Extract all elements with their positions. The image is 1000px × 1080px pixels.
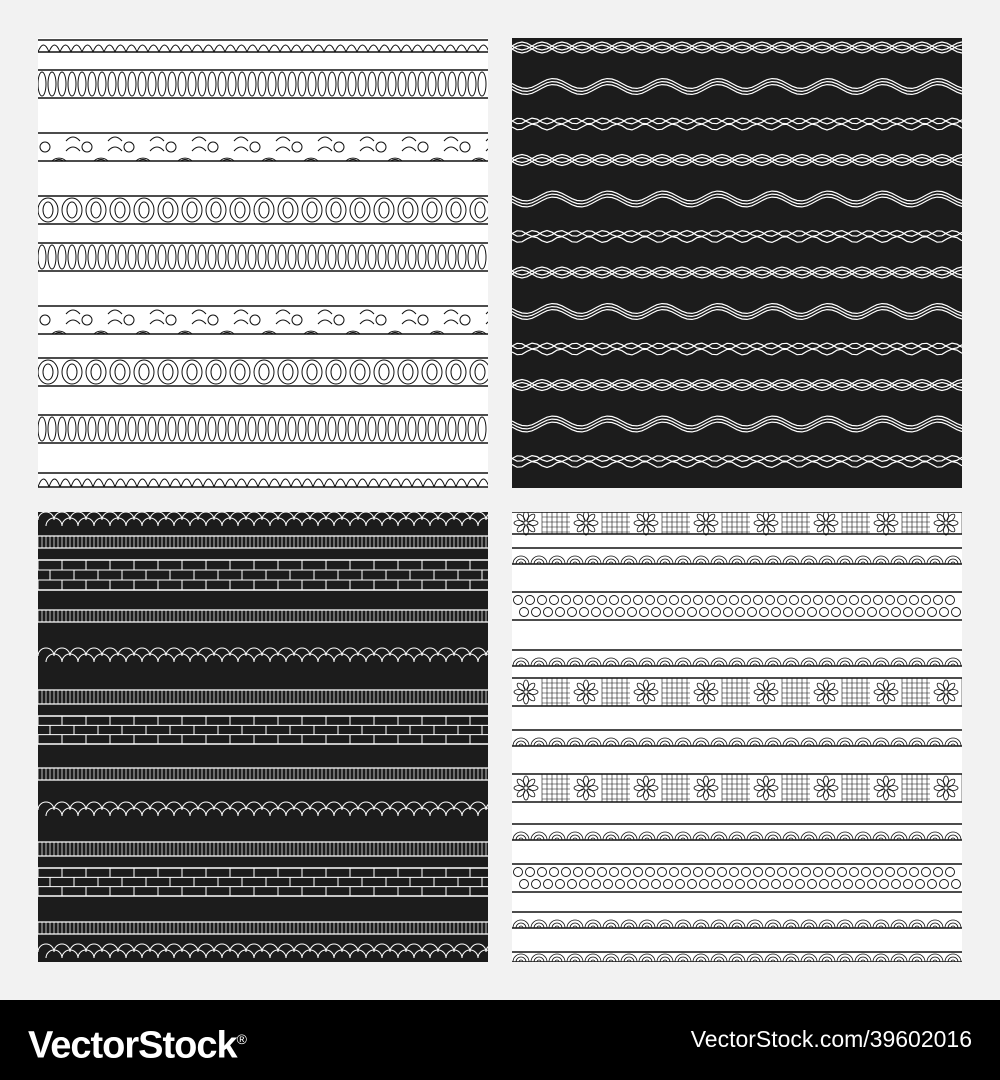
doodle-stripe-pattern [512,512,962,962]
trademark-symbol: ® [236,1031,246,1047]
vectorstock-logo [28,1014,246,1071]
watermark-footer [0,1000,1000,1080]
lens-stripe-pattern [38,38,488,488]
wave-stripe-pattern [512,38,962,488]
pattern-tile-brick-stripes [38,512,488,962]
image-credit: VectorStock.com/39602016 [690,1026,972,1052]
brick-stripe-pattern [38,512,488,962]
pattern-tile-lens-stripes [38,38,488,488]
pattern-tile-wave-stripes [512,38,962,488]
pattern-tile-doodle-stripes [512,512,962,962]
brand-name: VectorStock [28,1024,237,1067]
